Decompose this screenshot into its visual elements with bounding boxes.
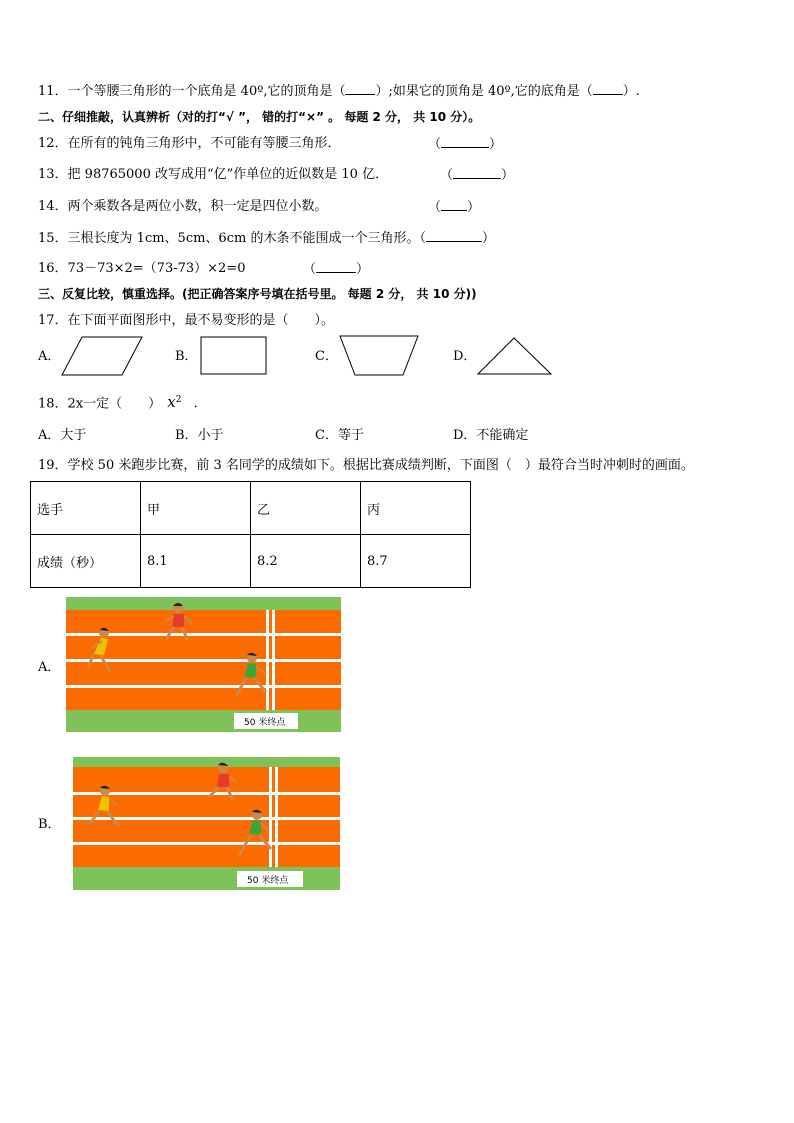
section-2-heading: 二、仔细推敲，认真辨析（对的打“√ ”， 错的打“×” 。 每题 2 分， 共 10 分）。	[38, 110, 481, 124]
q11-text-a: 11．一个等腰三角形的一个底角是 40º,它的顶角是（	[38, 84, 346, 99]
question-15: 15．三根长度为 1cm、5cm、6cm 的木条不能围成一个三角形。（ ）	[38, 231, 495, 246]
q13-blank[interactable]	[453, 166, 501, 179]
q11-text-c: ）.	[622, 84, 640, 99]
race-picture-a[interactable]	[66, 597, 341, 732]
q18-variable: x	[167, 393, 176, 412]
q18-option-c[interactable]: C．等于	[315, 428, 364, 443]
q15-text: 15．三根长度为 1cm、5cm、6cm 的木条不能围成一个三角形。（	[38, 231, 426, 246]
question-16	[38, 260, 246, 278]
q15-blank[interactable]	[426, 229, 482, 242]
question-12	[38, 135, 341, 153]
table-cell: 丙	[361, 482, 471, 535]
scores-table	[30, 481, 471, 588]
q11-text-b: ）;如果它的顶角是 40º,它的底角是（	[375, 84, 593, 99]
question-11	[38, 82, 640, 101]
table-row	[31, 535, 471, 588]
q11-blank-2[interactable]	[593, 82, 623, 95]
q17-shapes	[0, 330, 600, 380]
q18-text-b: ．	[193, 396, 207, 412]
trapezoid-shape	[340, 336, 418, 375]
q12-answer-paren[interactable]: （ ）	[428, 137, 503, 152]
question-18	[38, 391, 207, 413]
q18-option-b[interactable]: B．小于	[175, 428, 224, 443]
parallelogram-shape	[62, 337, 142, 375]
finish-line-label: 50 米终点	[247, 876, 289, 886]
table-cell: 乙	[251, 482, 361, 535]
triangle-shape	[478, 338, 551, 374]
q17-option-c-label[interactable]: C．	[315, 349, 338, 364]
rectangle-shape	[201, 337, 266, 374]
q16-answer-paren[interactable]: （ ）	[303, 262, 370, 277]
picture-a-label[interactable]: A．	[38, 660, 61, 675]
question-19: 19．学校 50 米跑步比赛，前 3 名同学的成绩如下。根据比赛成绩判断，下面图（ ）最符合当时冲刺时的画面。	[38, 458, 694, 473]
q14-text: 14．两个乘数各是两位小数，积一定是四位小数。	[38, 199, 328, 214]
q12-text: 12．在所有的钝角三角形中，不可能有等腰三角形．	[38, 136, 341, 151]
table-cell: 8.2	[251, 535, 361, 588]
table-cell: 成绩（秒）	[31, 535, 141, 588]
q14-answer-paren[interactable]: （ ）	[428, 200, 481, 215]
race-picture-b[interactable]	[73, 757, 340, 890]
question-17: 17．在下面平面图形中，最不易变形的是（ ）。	[38, 313, 335, 328]
q18-option-a[interactable]: A．大于	[38, 428, 87, 443]
table-cell: 甲	[141, 482, 251, 535]
q17-option-b-label[interactable]: B．	[175, 349, 198, 364]
table-cell: 选手	[31, 482, 141, 535]
question-13	[38, 166, 388, 184]
picture-b-label[interactable]: B．	[38, 817, 61, 832]
table-cell: 8.1	[141, 535, 251, 588]
q12-blank[interactable]	[441, 135, 489, 148]
q18-option-d[interactable]: D．不能确定	[453, 428, 529, 443]
finish-line-label: 50 米终点	[244, 718, 286, 728]
table-header-row	[31, 482, 471, 535]
q14-blank[interactable]	[441, 198, 467, 211]
q16-blank[interactable]	[316, 260, 356, 273]
question-14	[38, 198, 328, 216]
section-3-heading: 三、反复比较，慎重选择。(把正确答案序号填在括号里。 每题 2 分， 共 10 分))	[38, 287, 477, 301]
q18-exponent: 2	[175, 395, 182, 405]
table-cell: 8.7	[361, 535, 471, 588]
q13-text: 13．把 98765000 改写成用“亿”作单位的近似数是 10 亿．	[38, 167, 389, 182]
q11-blank-1[interactable]	[345, 82, 375, 95]
q13-answer-paren[interactable]: （ ）	[440, 168, 515, 183]
q17-option-d-label[interactable]: D．	[453, 349, 477, 364]
q16-text: 16．73－73×2=（73-73）×2=0	[38, 261, 246, 276]
q17-option-a-label[interactable]: A．	[38, 349, 61, 364]
q18-text-a: 18．2x一定（ ）	[38, 396, 162, 412]
